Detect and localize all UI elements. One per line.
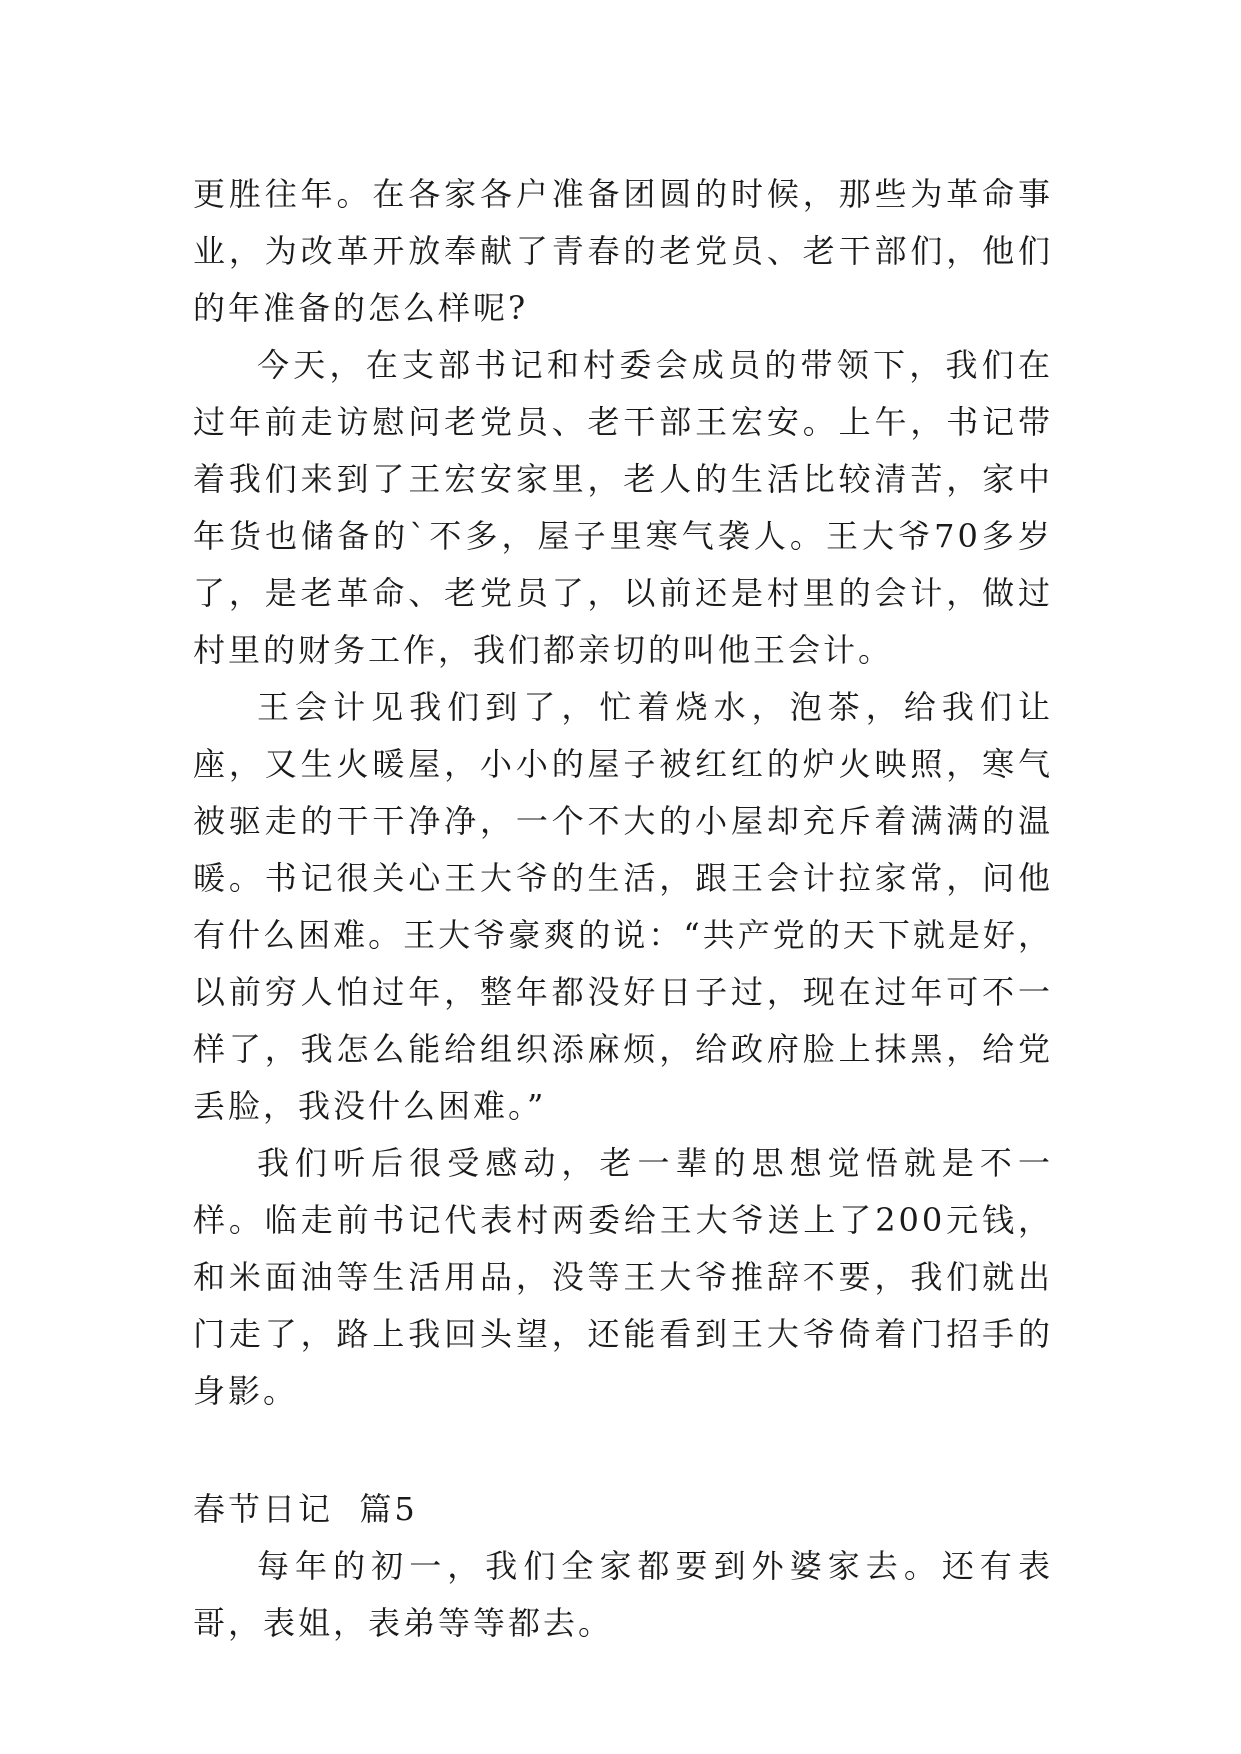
- paragraph-5: 每年的初一，我们全家都要到外婆家去。还有表哥，表姐，表弟等等都去。: [193, 1547, 1053, 1642]
- document-page: [193, 166, 1053, 1652]
- paragraph-3: 王会计见我们到了，忙着烧水，泡茶，给我们让座，又生火暖屋，小小的屋子被红红的炉火映照，寒气被驱走的干干净净，一个不大的小屋却充斥着满满的温暖。书记很关心王大爷的生活，跟王会计拉家常，问他有什么困难。王大爷豪爽的说：“共产党的天下就是好，以前穷人怕过年，整年都没好日子过，现在过年可不一样了，我怎么能给组织添麻烦，给政府脸上抹黑，给党丢脸，我没什么困难。”: [193, 688, 1053, 1125]
- paragraph-1: 更胜往年。在各家各户准备团圆的时候，那些为革命事业，为改革开放奉献了青春的老党员、老干部们，他们的年准备的怎么样呢?: [193, 175, 1053, 327]
- paragraph-4: 我们听后很受感动，老一辈的思想觉悟就是不一样。临走前书记代表村两委给王大爷送上了200元钱，和米面油等生活用品，没等王大爷推辞不要，我们就出门走了，路上我回头望，还能看到王大爷倚着门招手的身影。: [193, 1144, 1053, 1410]
- section-heading: 春节日记 篇5: [193, 1490, 418, 1528]
- paragraph-2: 今天，在支部书记和村委会成员的带领下，我们在过年前走访慰问老党员、老干部王宏安。上午，书记带着我们来到了王宏安家里，老人的生活比较清苦，家中年货也储备的`不多，屋子里寒气袭人。王大爷70多岁了，是老革命、老党员了，以前还是村里的会计，做过村里的财务工作，我们都亲切的叫他王会计。: [193, 346, 1053, 669]
